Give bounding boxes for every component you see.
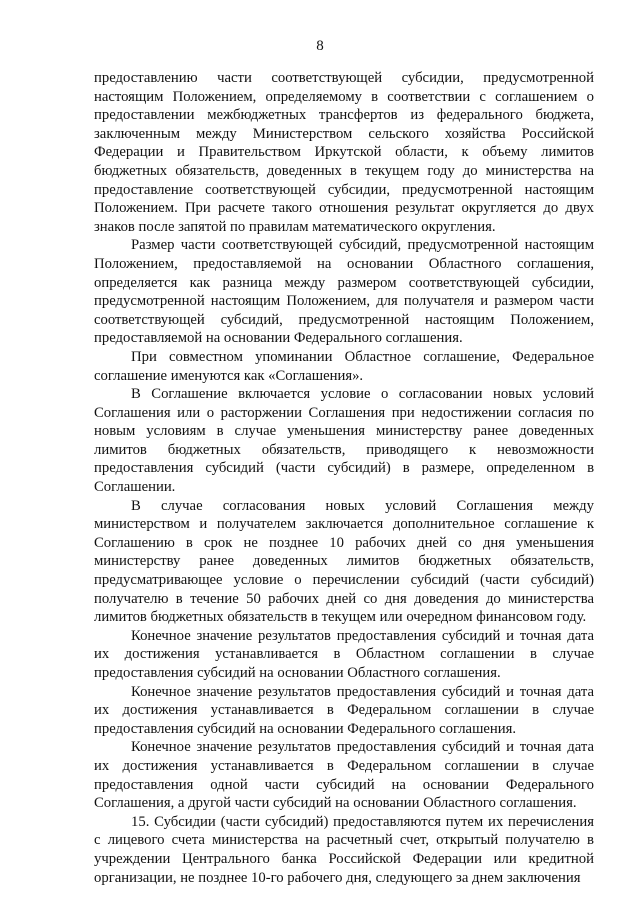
paragraph-subsidy-part-size: Размер части соответствующей субсидий, предусмотренной настоящим Положением, предоставляемой на основании Областного соглашения, определяется как разница между размером соответствующей субсидии, предусмотренной настоящим Положением, для получателя и размером части соответствующей субсидий, предусмотренной настоящим Положением, предоставляемой на основании Федерального соглашения. [94,237,594,347]
paragraph-results-regional: Конечное значение результатов предоставления субсидий и точная дата их достижения устанавливается в Областном соглашении в случае предоставления субсидий на основании Областного соглашения. [94,627,594,681]
paragraph-results-federal: Конечное значение результатов предоставления субсидий и точная дата их достижения устанавливается в Федеральном соглашении в случае предоставления субсидий на основании Федерального соглашения. [94,683,594,737]
paragraph-results-mixed: Конечное значение результатов предоставления субсидий и точная дата их достижения устанавливается в Федеральном соглашении в случае предоставления одной части субсидий на основании Федерального Соглашения, а другой части субсидий на основании Областного соглашения. [94,739,594,812]
document-body [94,69,594,887]
paragraph-agreement-conditions: В Соглашение включается условие о согласовании новых условий Соглашения или о расторжении Соглашения при недостижении согласия по новым условиям в случае уменьшения министерству ранее доведенных лимитов бюджетных обязательств, приводящего к невозможности предоставления субсидий (части субсидий) в размере, определенном в Соглашении. [94,386,594,496]
paragraph-additional-agreement: В случае согласования новых условий Соглашения между министерством и получателем заключается дополнительное соглашение к Соглашению в срок не позднее 10 рабочих дней со дня уменьшения министерству ранее доведенных лимитов бюджетных обязательств, предусматривающее условие о перечислении субсидий (части субсидий) получателю в течение 50 рабочих дней со дня доведения до министерства лимитов бюджетных обязательств в текущем или очередном финансовом году. [94,497,594,626]
paragraph-agreements-definition: При совместном упоминании Областное соглашение, Федеральное соглашение именуются как «Соглашения». [94,348,594,384]
paragraph-item-15: 15. Субсидии (части субсидий) предоставляются путем их перечисления с лицевого счета министерства на расчетный счет, открытый получателю в учреждении Центрального банка Российской Федерации или кредитной организации, не позднее 10-го рабочего дня, следующего за днем заключения [94,813,594,886]
paragraph-continuation: предоставлению части соответствующей субсидии, предусмотренной настоящим Положением, определяемому в соответствии с соглашением о предоставлении межбюджетных трансфертов из федерального бюджета, заключенным между Министерством сельского хозяйства Российской Федерации и Правительством Иркутской области, к объему лимитов бюджетных обязательств, доведенных в текущем году до министерства на предоставление соответствующей субсидии, предусмотренной настоящим Положением. При расчете такого отношения результат округляется до двух знаков после запятой по правилам математического округления. [94,70,594,235]
page-number: 8 [316,38,324,54]
